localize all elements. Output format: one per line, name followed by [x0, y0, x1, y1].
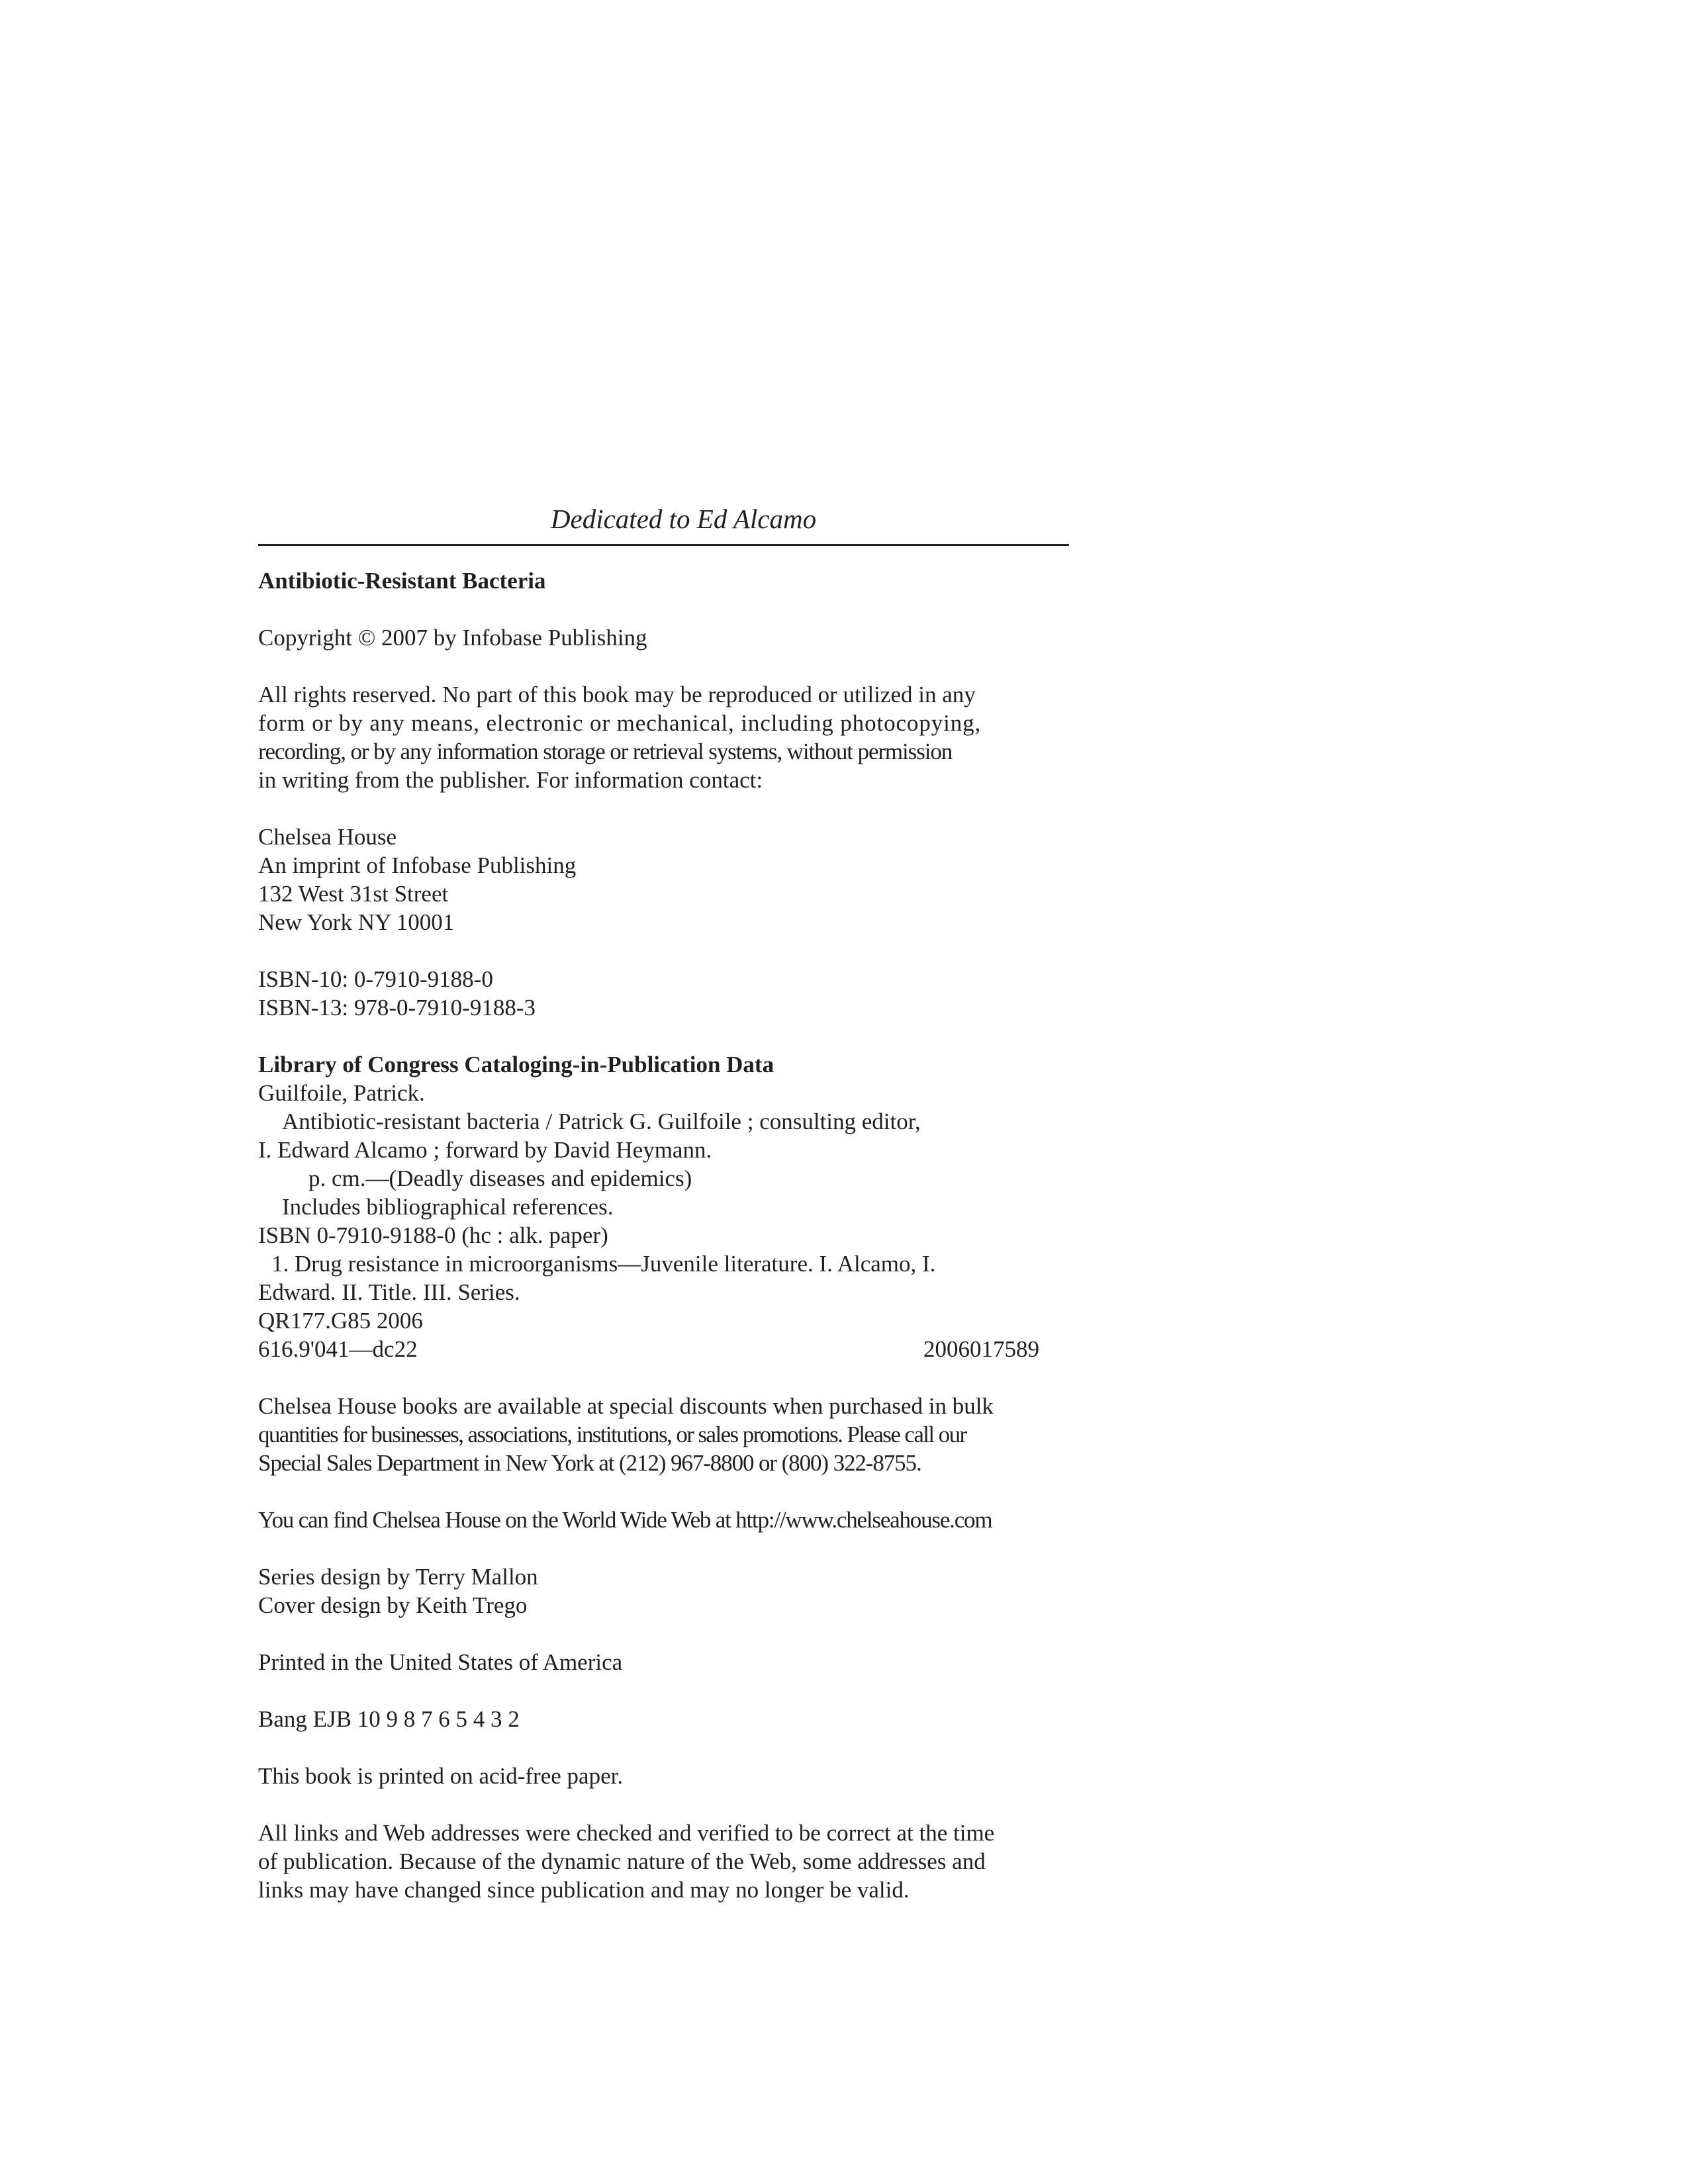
printed-in-block	[258, 1648, 1069, 1676]
address-line: New York NY 10001	[258, 909, 455, 935]
copyright-block	[258, 623, 1069, 652]
sales-line: quantities for businesses, associations, institutions, or sales promotions. Please call our	[258, 1422, 966, 1447]
rights-paragraph	[258, 680, 1069, 794]
cip-data	[258, 1050, 1069, 1363]
cip-lc-class: QR177.G85 2006	[258, 1308, 423, 1334]
isbn-block	[258, 965, 1069, 1022]
cip-subject-line: Edward. II. Title. III. Series.	[258, 1279, 520, 1305]
rights-line: All rights reserved. No part of this book may be reproduced or utilized in any	[258, 682, 976, 707]
copyright-text	[258, 567, 1069, 1933]
web-line: You can find Chelsea House on the World Wide Web at http://www.chelseahouse.com	[258, 1507, 992, 1533]
cip-classification-row	[258, 1335, 1039, 1363]
copyright-notice: Copyright © 2007 by Infobase Publishing	[258, 625, 647, 651]
rights-line: recording, or by any information storage or retrieval systems, without permission	[258, 739, 953, 764]
cip-includes-line: Includes bibliographical references.	[282, 1194, 614, 1220]
sales-line: Chelsea House books are available at special discounts when purchased in bulk	[258, 1393, 994, 1419]
print-line: Bang EJB 10 9 8 7 6 5 4 3 2	[258, 1706, 520, 1732]
cip-lccn: 2006017589	[923, 1336, 1039, 1362]
rights-line: form or by any means, electronic or mechanical, including photocopying,	[258, 710, 982, 736]
sales-paragraph	[258, 1392, 1069, 1477]
credits-block	[258, 1563, 1069, 1619]
address-line: An imprint of Infobase Publishing	[258, 852, 577, 878]
cip-author: Guilfoile, Patrick.	[258, 1080, 425, 1106]
dedication-rule	[258, 544, 1069, 546]
sales-line: Special Sales Department in New York at (212) 967-8800 or (800) 322-8755.	[258, 1450, 921, 1476]
publisher-address	[258, 823, 1069, 936]
address-line: 132 West 31st Street	[258, 881, 449, 907]
cip-subject-line: 1. Drug resistance in microorganisms—Juvenile literature. I. Alcamo, I.	[271, 1251, 936, 1277]
links-line: All links and Web addresses were checked and verified to be correct at the time	[258, 1820, 995, 1846]
acid-free-note: This book is printed on acid-free paper.	[258, 1763, 624, 1789]
cip-heading: Library of Congress Cataloging-in-Publication Data	[258, 1052, 774, 1077]
web-block	[258, 1506, 1069, 1534]
acid-free-block	[258, 1762, 1069, 1790]
printed-in: Printed in the United States of America	[258, 1649, 623, 1675]
isbn-13: ISBN-13: 978-0-7910-9188-3	[258, 995, 536, 1021]
links-line: of publication. Because of the dynamic nature of the Web, some addresses and	[258, 1848, 986, 1874]
links-line: links may have changed since publication and may no longer be valid.	[258, 1877, 910, 1903]
series-design-credit: Series design by Terry Mallon	[258, 1564, 538, 1590]
address-line: Chelsea House	[258, 824, 397, 850]
cip-series-line: p. cm.—(Deadly diseases and epidemics)	[308, 1165, 692, 1191]
print-line-block	[258, 1705, 1069, 1733]
cip-dewey: 616.9'041—dc22	[258, 1336, 418, 1362]
cip-title-line: Antibiotic-resistant bacteria / Patrick G. Guilfoile ; consulting editor,	[282, 1109, 921, 1134]
book-title: Antibiotic-Resistant Bacteria	[258, 568, 546, 594]
cip-isbn-line: ISBN 0-7910-9188-0 (hc : alk. paper)	[258, 1222, 608, 1248]
rights-line: in writing from the publisher. For information contact:	[258, 767, 763, 793]
cip-title-line: I. Edward Alcamo ; forward by David Heymann.	[258, 1137, 712, 1163]
links-paragraph	[258, 1819, 1069, 1904]
dedication: Dedicated to Ed Alcamo	[550, 504, 817, 534]
isbn-10: ISBN-10: 0-7910-9188-0	[258, 966, 493, 992]
book-title-block	[258, 567, 1069, 595]
cover-design-credit: Cover design by Keith Trego	[258, 1592, 528, 1618]
